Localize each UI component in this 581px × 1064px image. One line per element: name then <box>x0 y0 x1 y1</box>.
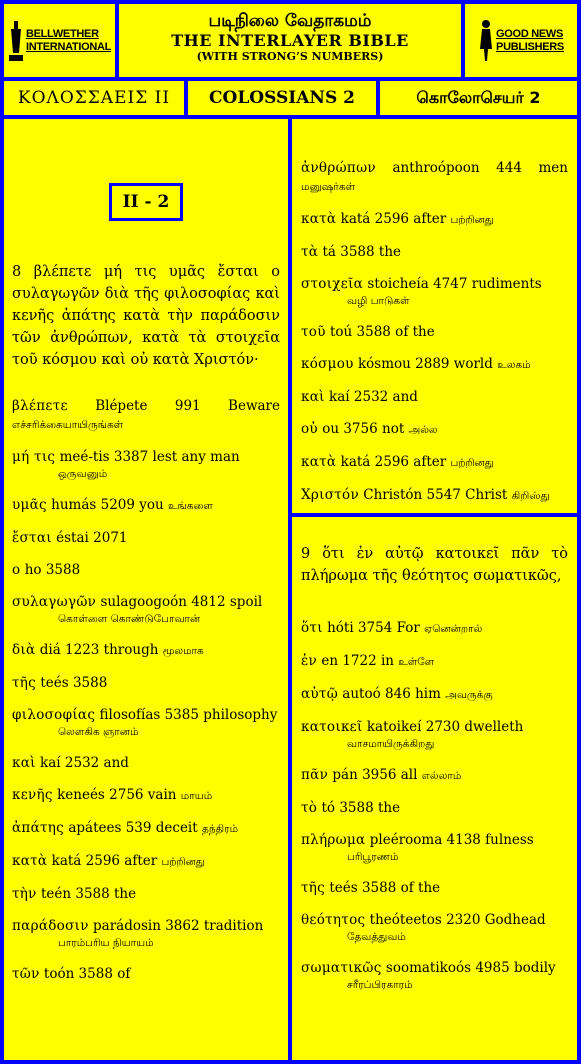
word-entry <box>12 593 280 627</box>
transliteration-strong-english: kaí 2532 and <box>329 389 418 405</box>
tamil-gloss: அவருக்கு <box>445 689 493 701</box>
transliteration-strong-english: theóteetos 2320 Godhead <box>369 912 546 928</box>
tamil-gloss: பற்றினது <box>450 214 494 226</box>
word-entry <box>301 275 568 309</box>
word-entry <box>12 885 280 903</box>
transliteration-strong-english: soomatikoós 4985 bodily <box>385 960 556 976</box>
verse-8-text: 8 βλέπετε μή τις υμᾶς ἔσται ο συλαγωγῶν διὰ τῆς φιλοσοφίας καὶ κενῆς ἀπάτης κατὰ τὴν παράδοσιν τῶν ἀνθρώπων, κατὰ τὰ στοιχεῖα τοῦ κόσμου καὶ οὐ κατὰ Χριστόν· <box>12 264 280 368</box>
transliteration-strong-english: toú 3588 of the <box>330 324 435 340</box>
tamil-gloss: தந்திரம் <box>201 823 239 835</box>
transliteration-strong-english: teés 3588 <box>40 675 108 691</box>
tamil-gloss: எச்சரிக்கையாயிருங்கள் <box>12 419 124 431</box>
word-entry <box>12 397 280 434</box>
greek-word: πλήρωμα <box>301 832 366 848</box>
greek-word: καὶ <box>301 389 325 405</box>
transliteration-strong-english: teén 3588 the <box>40 886 137 902</box>
word-entry <box>301 210 568 229</box>
greek-word: οὐ <box>301 421 318 437</box>
greek-word: κόσμου <box>301 356 354 372</box>
tamil-gloss: உள்ளே <box>398 656 435 668</box>
transliteration-strong-english: meé-tis 3387 lest any man <box>59 449 240 465</box>
word-entry <box>301 486 568 505</box>
word-entry <box>301 652 568 671</box>
good-news-logo-line2: PUBLISHERS <box>496 40 564 53</box>
word-entry <box>12 496 280 515</box>
greek-word: τοῦ <box>301 324 326 340</box>
tamil-gloss: எல்லாம் <box>421 770 462 782</box>
greek-word: θεότητος <box>301 912 366 928</box>
greek-word: παράδοσιν <box>12 918 89 934</box>
greek-word: διὰ <box>12 642 36 658</box>
transliteration-strong-english: parádosin 3862 tradition <box>93 918 264 934</box>
figure-icon <box>478 19 494 63</box>
title-main: THE INTERLAYER BIBLE <box>171 31 409 50</box>
transliteration-strong-english: sulagoogoón 4812 spoil <box>100 594 263 610</box>
greek-word: τὴν <box>12 886 37 902</box>
transliteration-strong-english: stoicheía 4747 rudiments <box>367 276 542 292</box>
transliteration-strong-english: pán 3956 all <box>332 767 418 783</box>
word-entry <box>301 959 568 993</box>
good-news-logo-line1: GOOD NEWS <box>496 27 564 40</box>
greek-word: τῆς <box>301 880 326 896</box>
word-entry <box>301 323 568 341</box>
word-entry <box>301 619 568 638</box>
word-entry <box>301 718 568 752</box>
greek-word: ο <box>12 562 21 578</box>
book-title-english: COLOSSIANS 2 <box>188 81 376 115</box>
word-entry <box>301 879 568 897</box>
transliteration-strong-english: éstai 2071 <box>56 530 128 546</box>
transliteration-strong-english: toón 3588 of <box>43 966 131 982</box>
title-tamil: படிநிலை வேதாகமம் <box>208 11 372 31</box>
word-entry <box>12 641 280 660</box>
tamil-gloss: பரிபூரணம் <box>347 851 399 863</box>
transliteration-strong-english: kósmou 2889 world <box>358 356 493 372</box>
tamil-gloss: மூலமாக <box>162 645 204 657</box>
greek-word: βλέπετε <box>12 398 68 414</box>
transliteration-strong-english: apátees 539 deceit <box>68 820 198 836</box>
tamil-gloss: உலகம் <box>497 359 531 371</box>
right-top-panel <box>292 119 577 513</box>
tamil-gloss: ஒருவனும் <box>58 468 108 480</box>
word-entry <box>12 674 280 692</box>
tamil-gloss: ஏனென்றால் <box>424 623 483 635</box>
greek-word: ἀπάτης <box>12 820 65 836</box>
greek-word: τῆς <box>12 675 37 691</box>
tamil-gloss: அல்ல <box>408 424 438 436</box>
transliteration-strong-english: teés 3588 of the <box>329 880 441 896</box>
tamil-gloss: மனுஷர்கள் <box>301 181 356 193</box>
transliteration-strong-english: keneés 2756 vain <box>57 787 177 803</box>
tamil-gloss: சரீரப்பிரகாரம் <box>347 979 413 991</box>
word-entry <box>301 159 568 196</box>
tamil-gloss: வாசமாயிருக்கிறது <box>347 738 435 750</box>
verse-9-text: 9 ὅτι ἐν αὐτῷ κατοικεῖ πᾶν τὸ πλήρωμα τῆς θεότητος σωματικῶς, <box>301 546 568 584</box>
word-entry <box>12 852 280 871</box>
tamil-gloss: கொள்ளை கொண்டுபோவான் <box>58 613 201 625</box>
tamil-gloss: வழி பாடுகள் <box>347 295 410 307</box>
word-entry <box>12 448 280 482</box>
greek-word: πᾶν <box>301 767 329 783</box>
word-entry <box>12 786 280 805</box>
greek-word: καὶ <box>12 755 36 771</box>
tamil-gloss: கிறிஸ்து <box>511 490 550 502</box>
title-block <box>119 4 461 77</box>
transliteration-strong-english: autoó 846 him <box>342 686 441 702</box>
bellwether-logo-line2: INTERNATIONAL <box>25 40 112 53</box>
word-entry <box>301 243 568 261</box>
greek-word: ὅτι <box>301 620 323 636</box>
word-entry <box>12 965 280 983</box>
greek-word: στοιχεῖα <box>301 276 364 292</box>
left-column <box>4 119 288 1060</box>
word-entry <box>301 388 568 406</box>
transliteration-strong-english: hóti 3754 For <box>327 620 420 636</box>
greek-word: τῶν <box>12 966 40 982</box>
word-entry <box>12 706 280 740</box>
greek-word: κατὰ <box>12 853 48 869</box>
word-entry <box>12 917 280 951</box>
greek-word: σωματικῶς <box>301 960 382 976</box>
chapter-badge: II - 2 <box>109 183 183 221</box>
transliteration-strong-english: kaí 2532 and <box>40 755 129 771</box>
tamil-gloss: உங்களை <box>168 500 213 512</box>
transliteration-strong-english: tó 3588 the <box>321 800 401 816</box>
transliteration-strong-english: katoikeí 2730 dwelleth <box>366 719 524 735</box>
transliteration-strong-english: katá 2596 after <box>340 211 447 227</box>
greek-word: κατὰ <box>301 454 337 470</box>
transliteration-strong-english: filosofías 5385 philosophy <box>99 707 278 723</box>
transliteration-strong-english: katá 2596 after <box>340 454 447 470</box>
greek-word: ἔσται <box>12 530 52 546</box>
word-entry <box>301 685 568 704</box>
transliteration-strong-english: pleérooma 4138 fulness <box>369 832 534 848</box>
bellwether-logo-line1: BELLWETHER <box>25 27 99 40</box>
transliteration-strong-english: Christón 5547 Christ <box>363 487 508 503</box>
word-entry <box>301 799 568 817</box>
transliteration-strong-english: tá 3588 the <box>322 244 402 260</box>
word-entry <box>12 561 280 579</box>
tamil-gloss: பாரம்பரிய நியாயம் <box>58 937 154 949</box>
transliteration-strong-english: en 1722 in <box>321 653 394 669</box>
transliteration-strong-english: ho 3588 <box>24 562 81 578</box>
greek-word: φιλοσοφίας <box>12 707 96 723</box>
right-top-entry-list <box>301 159 568 505</box>
tamil-gloss: லௌகிக ஞானம் <box>58 726 139 738</box>
greek-word: υμᾶς <box>12 497 47 513</box>
title-sub: (WITH STRONG’S NUMBERS) <box>196 50 384 63</box>
book-title-greek: ΚΟΛΟΣΣΑΕΙΣ II <box>4 81 184 115</box>
right-bottom-panel <box>292 517 577 1060</box>
tamil-gloss: பற்றினது <box>450 457 494 469</box>
greek-word: τὰ <box>301 244 319 260</box>
greek-word: κατοικεῖ <box>301 719 363 735</box>
word-entry <box>301 420 568 439</box>
tamil-gloss: தேவத்துவம் <box>347 931 406 943</box>
greek-word: Χριστόν <box>301 487 359 503</box>
word-entry <box>301 355 568 374</box>
transliteration-strong-english: anthroópoon 444 men <box>392 160 568 176</box>
good-news-logo <box>465 4 577 77</box>
transliteration-strong-english: katá 2596 after <box>51 853 158 869</box>
greek-word: ἐν <box>301 653 318 669</box>
word-entry <box>12 819 280 838</box>
word-entry <box>12 754 280 772</box>
right-bottom-entry-list <box>301 619 568 993</box>
transliteration-strong-english: Blépete 991 Beware <box>95 398 280 414</box>
word-entry <box>301 453 568 472</box>
word-entry <box>301 911 568 945</box>
transliteration-strong-english: ou 3756 not <box>322 421 405 437</box>
greek-word: κατὰ <box>301 211 337 227</box>
greek-word: κενῆς <box>12 787 53 803</box>
tamil-gloss: மாயம் <box>180 790 213 802</box>
left-entry-list <box>12 397 280 983</box>
greek-word: συλαγωγῶν <box>12 594 97 610</box>
greek-word: μή τις <box>12 449 56 465</box>
greek-word: ἀνθρώπων <box>301 160 376 176</box>
word-entry <box>301 766 568 785</box>
tamil-gloss: பற்றினது <box>161 856 205 868</box>
greek-word: αὐτῷ <box>301 686 338 702</box>
word-entry <box>12 529 280 547</box>
bellwether-logo <box>4 4 115 77</box>
greek-word: τὸ <box>301 800 318 816</box>
lamp-icon <box>8 19 24 63</box>
word-entry <box>301 831 568 865</box>
transliteration-strong-english: humás 5209 you <box>51 497 164 513</box>
book-title-tamil: கொலோசெயர் 2 <box>380 81 577 115</box>
transliteration-strong-english: diá 1223 through <box>39 642 159 658</box>
